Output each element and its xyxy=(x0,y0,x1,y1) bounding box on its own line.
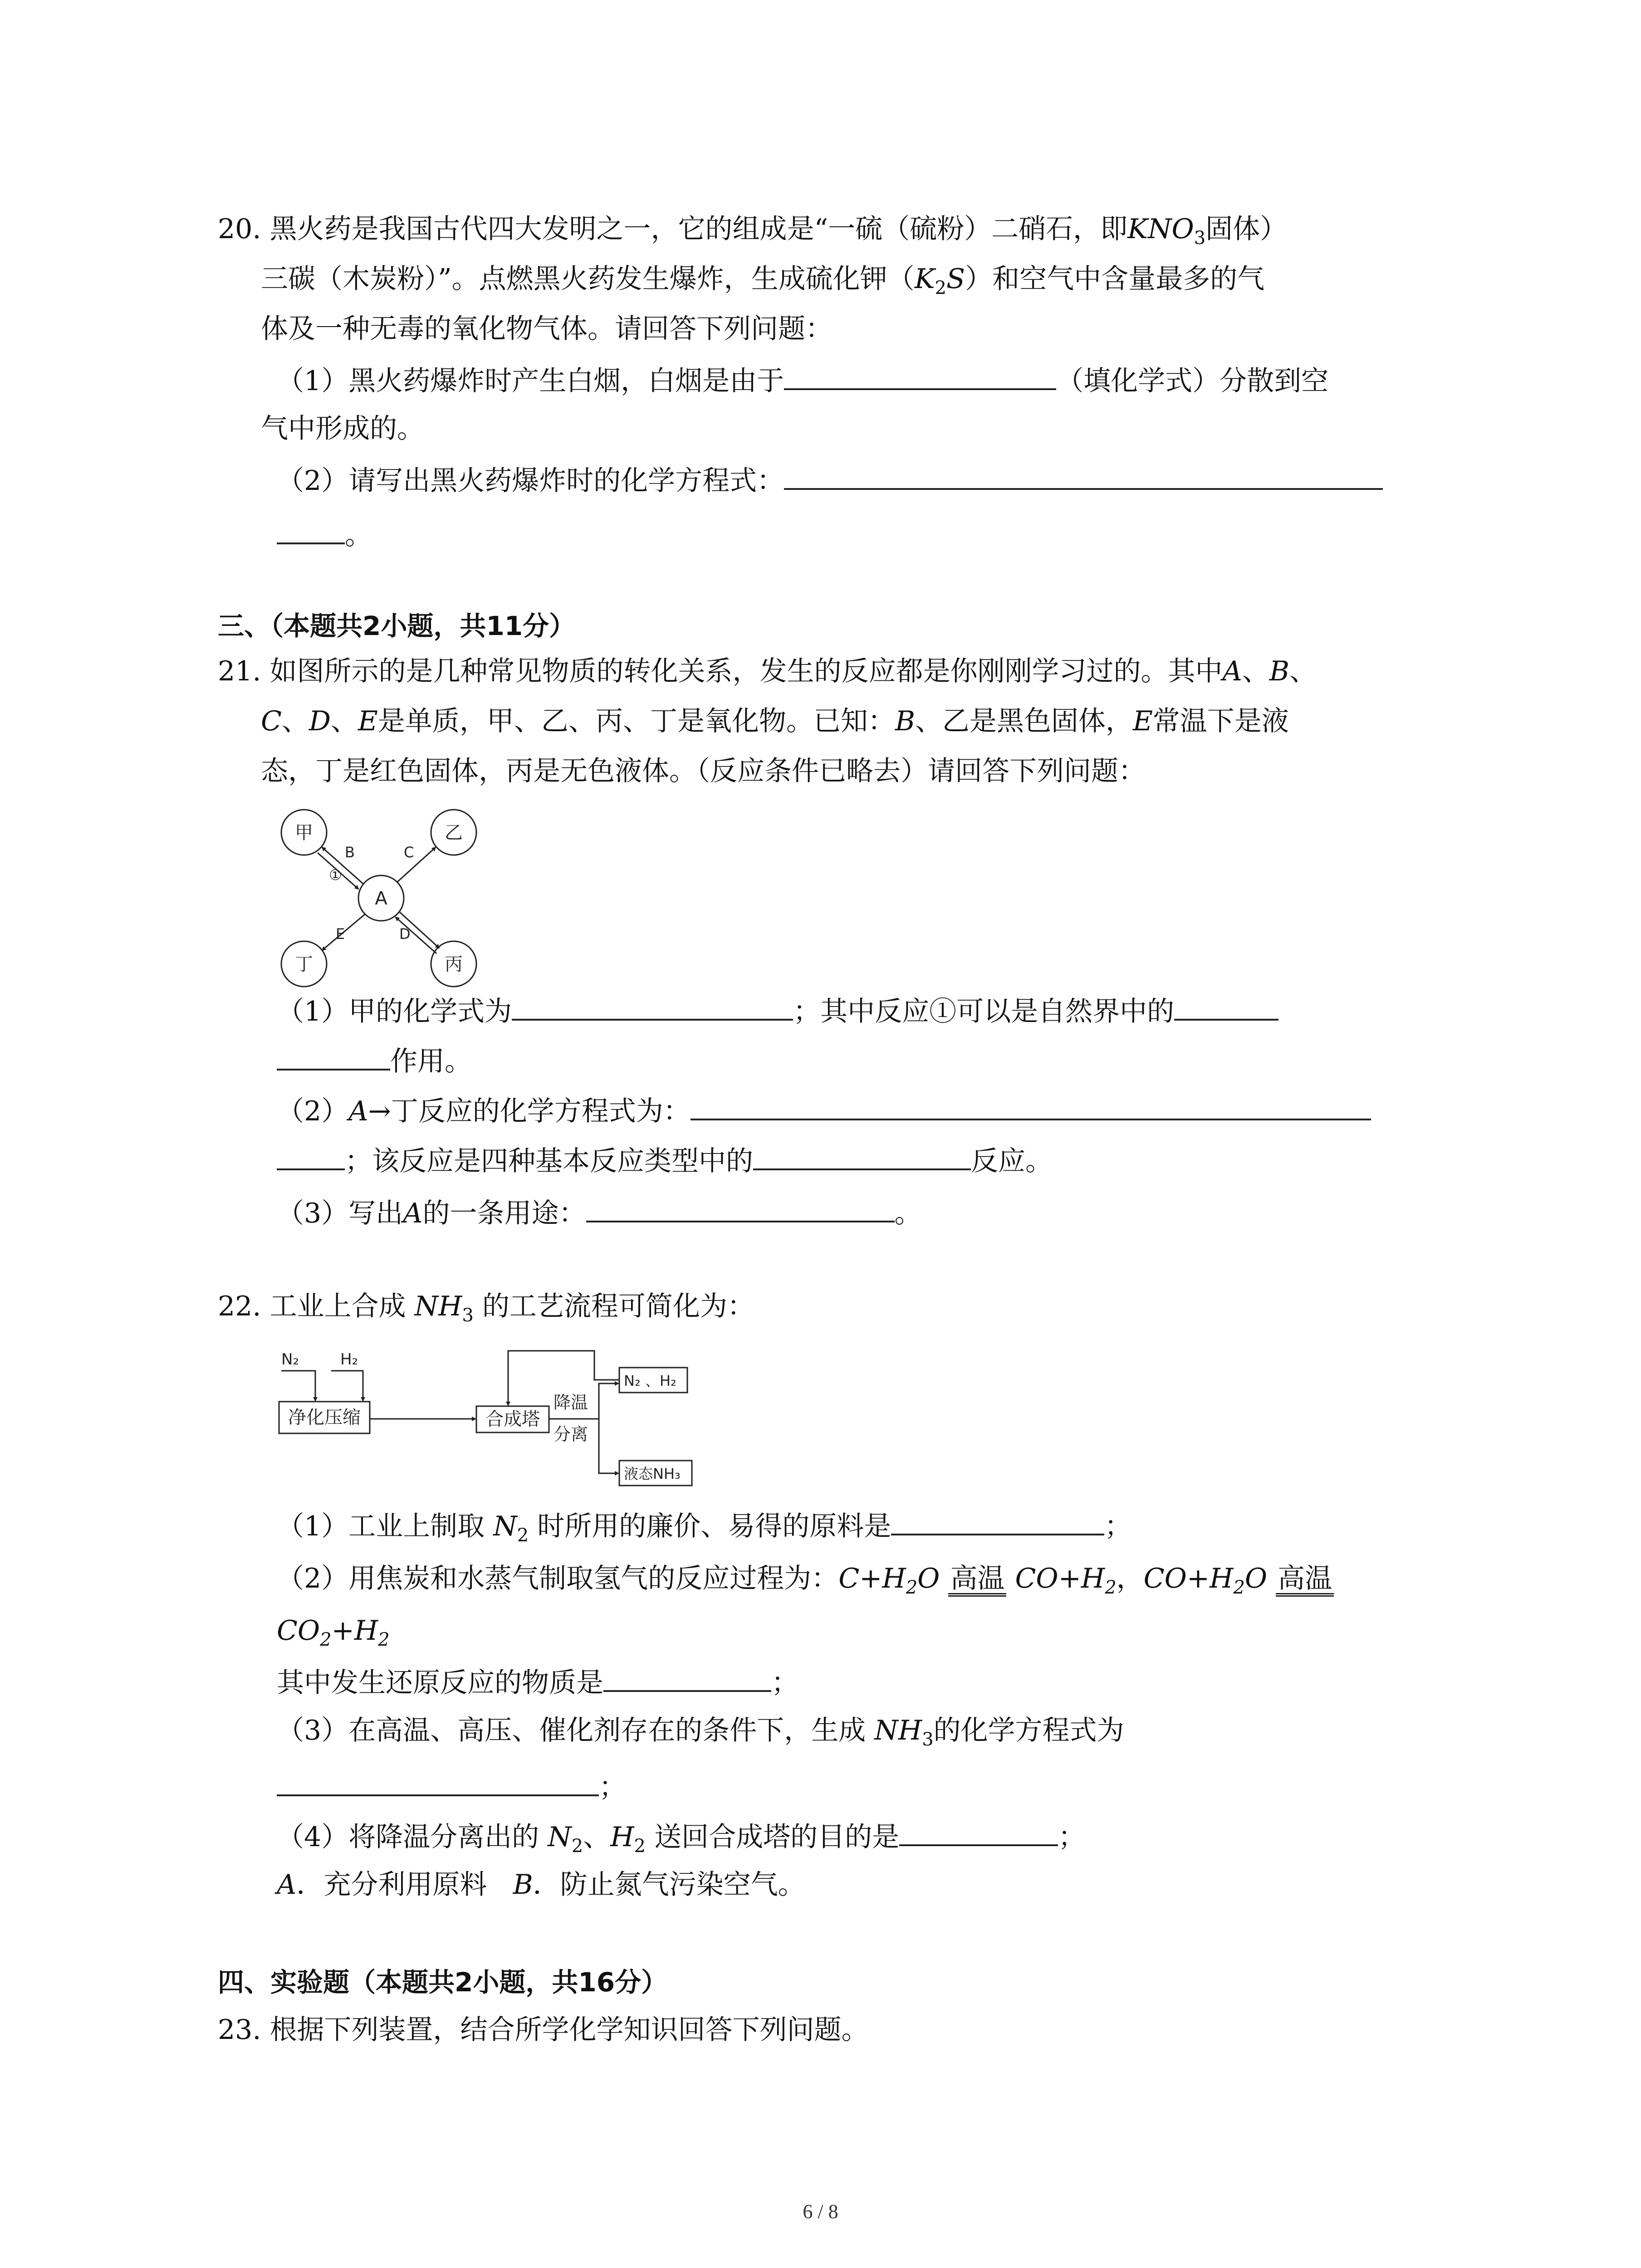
q20-part1: （1）黑火药爆炸时产生白烟，白烟是由于 （填化学式）分散到空 xyxy=(277,363,1328,399)
reaction-condition: 高温 xyxy=(1276,1564,1334,1597)
q20-number: 20. xyxy=(218,213,261,245)
q22-part1: （1）工业上制取 $N_2$ 时所用的廉价、易得的原料是 ； xyxy=(277,1508,1132,1554)
q21-line2: C、D、E是单质，甲、乙、丙、丁是氧化物。已知：B、乙是黑色固体，E常温下是液 xyxy=(261,705,1289,737)
q20-part2: （2）请写出黑火药爆炸时的化学方程式： xyxy=(277,463,1383,499)
edge-label-1: ① xyxy=(329,866,342,884)
liquid-ammonia-label: 液态NH₃ xyxy=(624,1465,681,1482)
q22-line1: 22. 工业上合成 $NH_3$ 的工艺流程可简化为： xyxy=(218,1290,754,1326)
q20-line2: 三碳（木炭粉）”。点燃黑火药发生爆炸，生成硫化钾$(K_2S)$和空气中含量最多的气 xyxy=(261,263,1265,298)
recycled-gas-label: N₂ 、H₂ xyxy=(624,1372,676,1389)
edge-label-e: E xyxy=(336,925,345,943)
answer-blank[interactable] xyxy=(891,1508,1104,1535)
node-jia-label: 甲 xyxy=(295,822,313,843)
q22-part2: （2）用焦炭和水蒸气制取氢气的反应过程为：$C+H_2O$ 高温 $CO+H_2$，$CO+H_2O$ 高温 xyxy=(277,1560,1334,1606)
answer-blank[interactable] xyxy=(277,1143,345,1170)
q21-number: 21. xyxy=(218,655,261,687)
q21-part1-cont: 作用。 xyxy=(277,1043,472,1080)
answer-blank[interactable] xyxy=(277,1769,599,1796)
node-bing-label: 丙 xyxy=(445,954,463,975)
answer-blank[interactable] xyxy=(603,1665,771,1692)
q20-line1: 20. 黑火药是我国古代四大发明之一，它的组成是“一硫（硫粉）二硝石，即$KNO_3$固体） xyxy=(218,213,1288,249)
answer-blank[interactable] xyxy=(512,993,793,1021)
q23-number: 23. xyxy=(218,2014,261,2046)
h2-label: H₂ xyxy=(340,1350,358,1369)
answer-blank[interactable] xyxy=(277,1043,390,1070)
q21-relation-diagram xyxy=(272,807,544,998)
option-b-letter: B xyxy=(513,1869,533,1901)
n2-feed-arrow xyxy=(281,1371,315,1401)
q21-part1: （1）甲的化学式为 ；其中反应①可以是自然界中的 xyxy=(277,993,1279,1030)
to-gas-arrow xyxy=(599,1383,618,1429)
answer-blank[interactable] xyxy=(753,1143,971,1170)
edge-label-c: C xyxy=(404,844,414,861)
answer-blank[interactable] xyxy=(784,363,1056,390)
node-ding-label: 丁 xyxy=(295,954,313,975)
answer-blank[interactable] xyxy=(277,517,345,544)
q22-part3: （3）在高温、高压、催化剂存在的条件下，生成 $NH_3$的化学方程式为 xyxy=(277,1715,1124,1750)
q22-part3-cont: ； xyxy=(277,1769,626,1805)
q20-part2-cont: 。 xyxy=(277,517,372,553)
cool-label-2: 分离 xyxy=(554,1424,588,1444)
q23-line1: 23. 根据下列装置，结合所学化学知识回答下列问题。 xyxy=(218,2014,869,2046)
q21-line1: 21. 如图所示的是几种常见物质的转化关系，发生的反应都是你刚刚学习过的。其中A、B、 xyxy=(218,655,1317,687)
n2-label: N₂ xyxy=(281,1350,299,1369)
option-a-letter: A xyxy=(277,1869,297,1901)
section-4-heading: 四、实验题（本题共2小题，共16分） xyxy=(218,1967,668,1998)
option-a-text: ．充分利用原料 xyxy=(296,1869,487,1901)
h2-feed-line xyxy=(331,1371,363,1401)
node-a-label: A xyxy=(375,888,387,909)
arrow-a-to-yi xyxy=(397,847,436,882)
edge-label-b: B xyxy=(345,844,355,861)
arrow-a-to-jia xyxy=(322,847,363,884)
node-yi-label: 乙 xyxy=(445,822,463,843)
q21-part2-cont: ；该反应是四种基本反应类型中的 反应。 xyxy=(277,1143,1053,1179)
page-number: 6 / 8 xyxy=(803,2200,838,2223)
q21-line3: 态，丁是红色固体，丙是无色液体。（反应条件已略去）请回答下列问题： xyxy=(261,755,1146,787)
answer-blank[interactable] xyxy=(1174,993,1279,1021)
q21-part2: （2）A→丁反应的化学方程式为： xyxy=(277,1093,1371,1129)
q21-part3: （3）写出A的一条用途： 。 xyxy=(277,1195,922,1232)
q22-number: 22. xyxy=(218,1290,261,1322)
q22-process-flow-diagram xyxy=(272,1343,726,1492)
reaction-condition: 高温 xyxy=(948,1564,1006,1597)
q22-part2-question: 其中发生还原反应的物质是 ； xyxy=(277,1665,798,1701)
q22-part2-eq: $CO_2+H_2$ xyxy=(277,1615,390,1650)
q20-part1-cont: 气中形成的。 xyxy=(261,413,424,445)
q22-options xyxy=(277,1867,805,1903)
answer-blank[interactable] xyxy=(691,1093,1371,1120)
purify-compress-label: 净化压缩 xyxy=(288,1407,361,1428)
option-b-text: ．防止氮气污染空气。 xyxy=(533,1869,805,1901)
section-3-heading: 三、（本题共2小题，共11分） xyxy=(218,611,576,641)
q20-line3: 体及一种无毒的氧化物气体。请回答下列问题： xyxy=(261,313,833,345)
synthesis-tower-label: 合成塔 xyxy=(485,1409,540,1430)
cool-label-1: 降温 xyxy=(554,1393,588,1413)
to-liquid-arrow xyxy=(599,1429,618,1473)
edge-label-d: D xyxy=(399,925,411,943)
answer-blank[interactable] xyxy=(899,1819,1058,1846)
answer-blank[interactable] xyxy=(586,1195,895,1222)
q22-part4: （4）将降温分离出的 $N_2$、$H_2$ 送回合成塔的目的是 ； xyxy=(277,1819,1085,1864)
answer-blank[interactable] xyxy=(784,463,1383,490)
